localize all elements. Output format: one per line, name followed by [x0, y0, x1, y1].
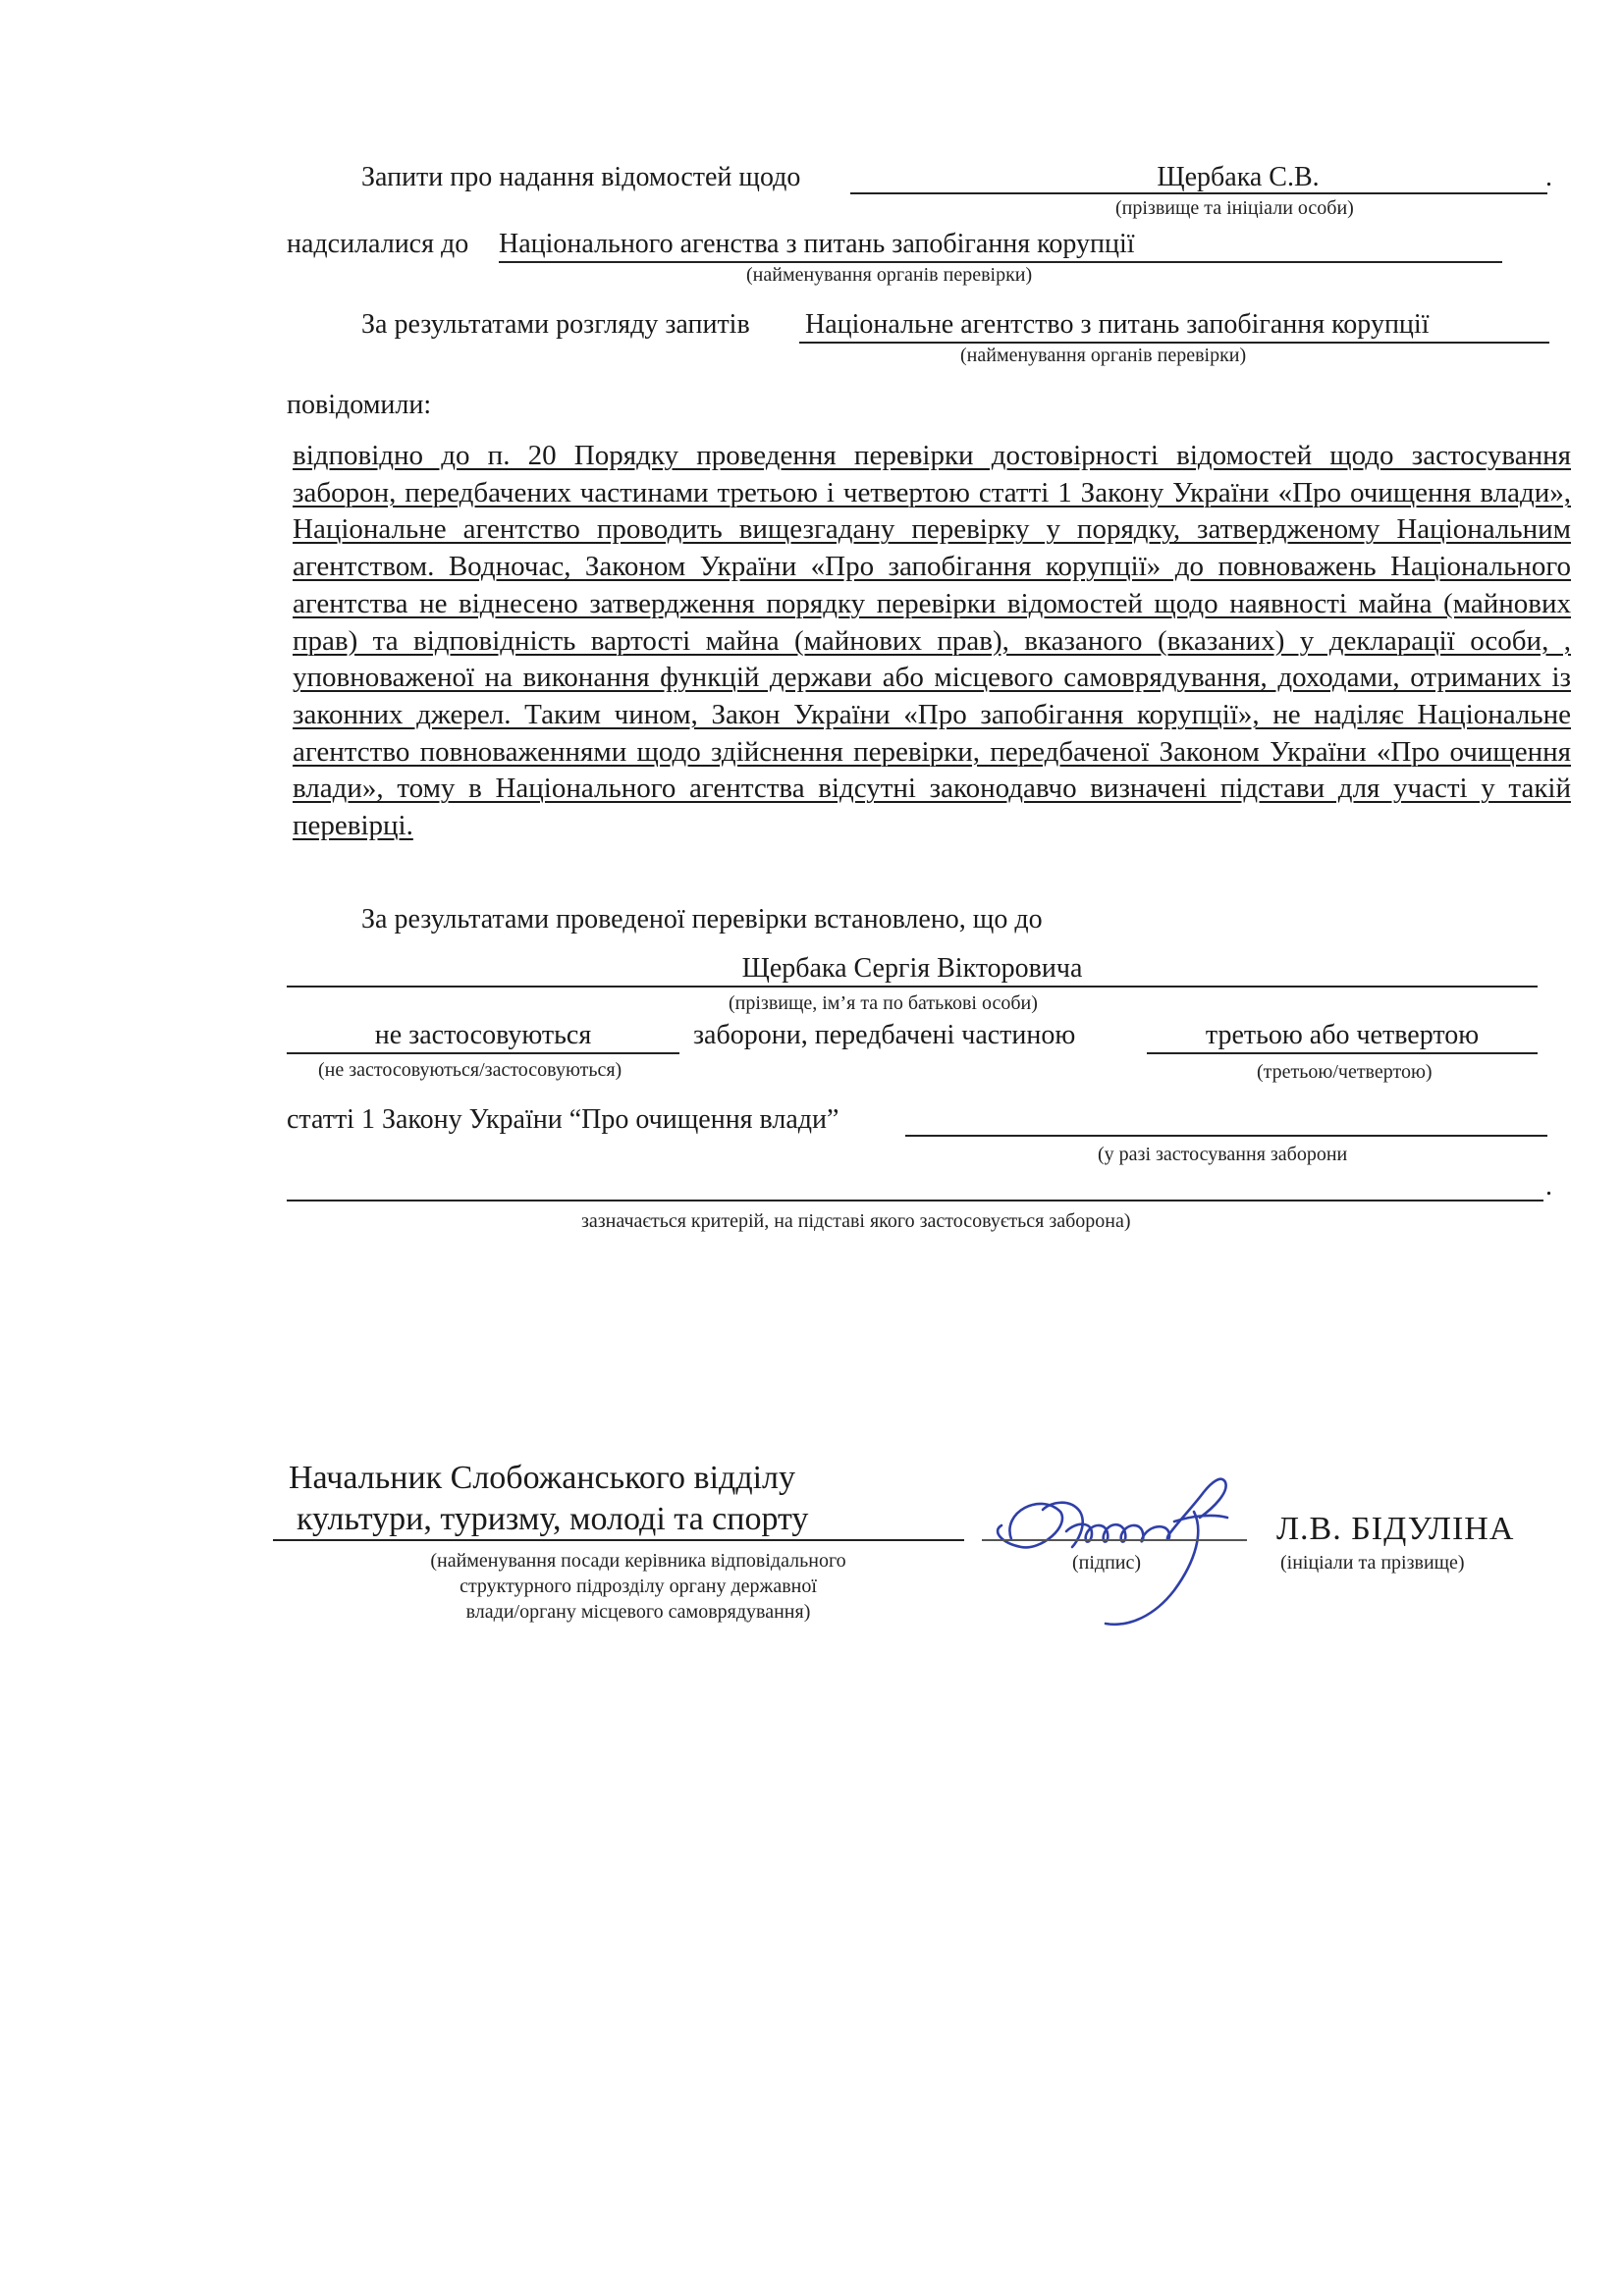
criterion-caption-2: зазначається критерій, на підставі якого застосовується заборона) — [581, 1210, 1131, 1232]
full-name-caption: (прізвище, ім’я та по батькові особи) — [729, 992, 1038, 1014]
criterion-line-2 — [287, 1200, 1543, 1201]
position-caption-2: структурного підрозділу органу державної — [460, 1575, 817, 1597]
sent-to-caption: (найменування органів перевірки) — [746, 264, 1033, 286]
position-caption-3: влади/органу місцевого самоврядування) — [465, 1601, 811, 1623]
response-text — [293, 438, 1571, 845]
sent-to-organ-field — [499, 228, 1502, 263]
results-organ-field — [799, 308, 1549, 344]
article-label: статті 1 Закону України “Про очищення влади” — [287, 1104, 839, 1135]
reported-label: повідомили: — [287, 390, 432, 420]
handwritten-signature — [982, 1453, 1257, 1639]
response-text-body: відповідно до п. 20 Порядку проведення перевірки достовірності відомостей щодо застосування заборон, передбачених частинами третьою і четвертою статті 1 Закону України «Про очищення влади», Національне агентство проводить вищезгадану перевірку у порядку, затвердженому Національним агентством. Водночас, Законом України «Про запобігання корупції» до повноважень Національного агентства не віднесено затвердження порядку перевірки відомостей щодо наявності майна (майнових прав) та відповідність вартості майна (майнових прав), вказаного (вказаних) у декларації особи, , уповноваженої на виконання функцій держави або місцевого самоврядування, доходами, отриманих із законних джерел. Таким чином, Закон України «Про запобігання корупції», не наділяє Національне агентство повноваженнями щодо здійснення перевірки, передбаченої Законом України «Про очищення влади», тому в Національного агентства відсутні законодавчо визначені підстави для участі у такій перевірці. — [293, 440, 1571, 842]
sent-to-label: надсилалися до — [287, 229, 469, 259]
requests-label: Запити про надання відомостей щодо — [361, 162, 801, 192]
verification-label: За результатами проведеної перевірки встановлено, що до — [361, 904, 1043, 934]
position-caption-1: (найменування посади керівника відповідального — [430, 1550, 846, 1572]
requests-person-field: Щербака С.В. — [850, 161, 1547, 194]
part-caption: (третьою/четвертою) — [1257, 1061, 1433, 1083]
applies-field — [287, 1019, 679, 1054]
criterion-trailing-dot: . — [1545, 1171, 1552, 1201]
sent-to-organ: Національного агенства з питань запобігання корупції — [499, 229, 1135, 259]
results-organ: Національне агентство з питань запобігання корупції — [805, 309, 1430, 340]
position-line-underline — [273, 1539, 964, 1541]
signature-caption: (підпис) — [1072, 1552, 1142, 1574]
signatory-name: Л.В. БІДУЛІНА — [1276, 1511, 1515, 1547]
signatory-name-caption: (ініціали та прізвище) — [1280, 1552, 1465, 1574]
part-value: третьою або четвертою — [1205, 1020, 1480, 1050]
criterion-line-1 — [905, 1135, 1547, 1137]
position-line-1: Начальник Слобожанського відділу — [289, 1460, 796, 1496]
position-line-2: культури, туризму, молоді та спорту — [297, 1501, 809, 1537]
applies-value: не застосовуються — [374, 1020, 592, 1050]
results-caption: (найменування органів перевірки) — [960, 345, 1247, 366]
applies-caption: (не застосовуються/застосовуються) — [318, 1059, 622, 1081]
prohibitions-label: заборони, передбачені частиною — [693, 1020, 1076, 1050]
full-name: Щербака Сергія Вікторовича — [741, 953, 1083, 984]
criterion-caption-1: (у разі застосування заборони — [1098, 1144, 1348, 1165]
requests-trailing-dot: . — [1545, 162, 1552, 192]
person-caption: (прізвище та ініціали особи) — [1115, 197, 1354, 219]
full-name-field — [287, 952, 1538, 988]
part-field — [1147, 1019, 1538, 1054]
signature-underline — [982, 1539, 1247, 1541]
results-label: За результатами розгляду запитів — [361, 309, 750, 340]
